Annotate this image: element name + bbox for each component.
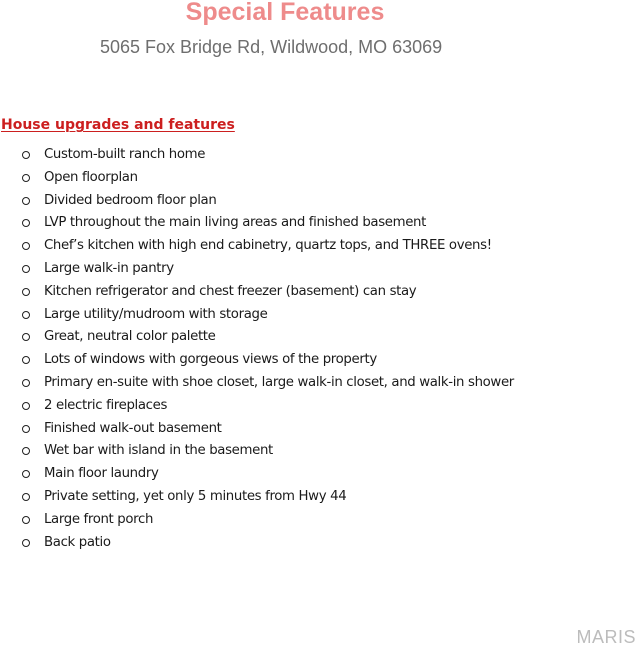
bullet-circle-icon bbox=[22, 311, 30, 319]
feature-text: Large utility/mudroom with storage bbox=[44, 306, 268, 322]
feature-text: Open floorplan bbox=[44, 169, 138, 185]
feature-text: Back patio bbox=[44, 534, 111, 550]
bullet-circle-icon bbox=[22, 197, 30, 205]
feature-text: Great, neutral color palette bbox=[44, 329, 216, 345]
bullet-circle-icon bbox=[22, 470, 30, 478]
bullet-circle-icon bbox=[22, 447, 30, 455]
feature-text: Finished walk-out basement bbox=[44, 420, 222, 436]
bullet-circle-icon bbox=[22, 379, 30, 387]
feature-text: LVP throughout the main living areas and finished basement bbox=[44, 215, 427, 231]
feature-text: 2 electric fireplaces bbox=[44, 397, 168, 413]
bullet-circle-icon bbox=[22, 539, 30, 547]
bullet-circle-icon bbox=[22, 288, 30, 296]
bullet-circle-icon bbox=[22, 493, 30, 501]
maris-watermark: MARIS bbox=[576, 627, 636, 647]
feature-text: Large front porch bbox=[44, 511, 154, 527]
feature-text: Kitchen refrigerator and chest freezer (basement) can stay bbox=[44, 283, 417, 299]
feature-text: Divided bedroom floor plan bbox=[44, 192, 217, 208]
bullet-circle-icon bbox=[22, 219, 30, 227]
bullet-circle-icon bbox=[22, 174, 30, 182]
feature-text: Wet bar with island in the basement bbox=[44, 443, 273, 459]
bullet-circle-icon bbox=[22, 333, 30, 341]
bullet-circle-icon bbox=[22, 265, 30, 273]
feature-text: Private setting, yet only 5 minutes from Hwy 44 bbox=[44, 488, 347, 504]
feature-text: Custom-built ranch home bbox=[44, 147, 206, 162]
feature-text: Large walk-in pantry bbox=[44, 260, 174, 276]
section-heading: House upgrades and features bbox=[1, 117, 235, 133]
feature-text: Main floor laundry bbox=[44, 466, 159, 482]
bullet-circle-icon bbox=[22, 151, 30, 159]
feature-text: Primary en-suite with shoe closet, large walk-in closet, and walk-in shower bbox=[44, 374, 514, 390]
feature-text: Lots of windows with gorgeous views of the property bbox=[44, 352, 377, 368]
page-title: Special Features bbox=[185, 0, 385, 26]
property-address: 5065 Fox Bridge Rd, Wildwood, MO 63069 bbox=[100, 37, 443, 57]
bullet-circle-icon bbox=[22, 242, 30, 250]
bullet-circle-icon bbox=[22, 356, 30, 364]
feature-text: Chef’s kitchen with high end cabinetry, quartz tops, and THREE ovens! bbox=[44, 238, 492, 254]
bullet-circle-icon bbox=[22, 516, 30, 524]
bullet-circle-icon bbox=[22, 425, 30, 433]
bullet-circle-icon bbox=[22, 402, 30, 410]
